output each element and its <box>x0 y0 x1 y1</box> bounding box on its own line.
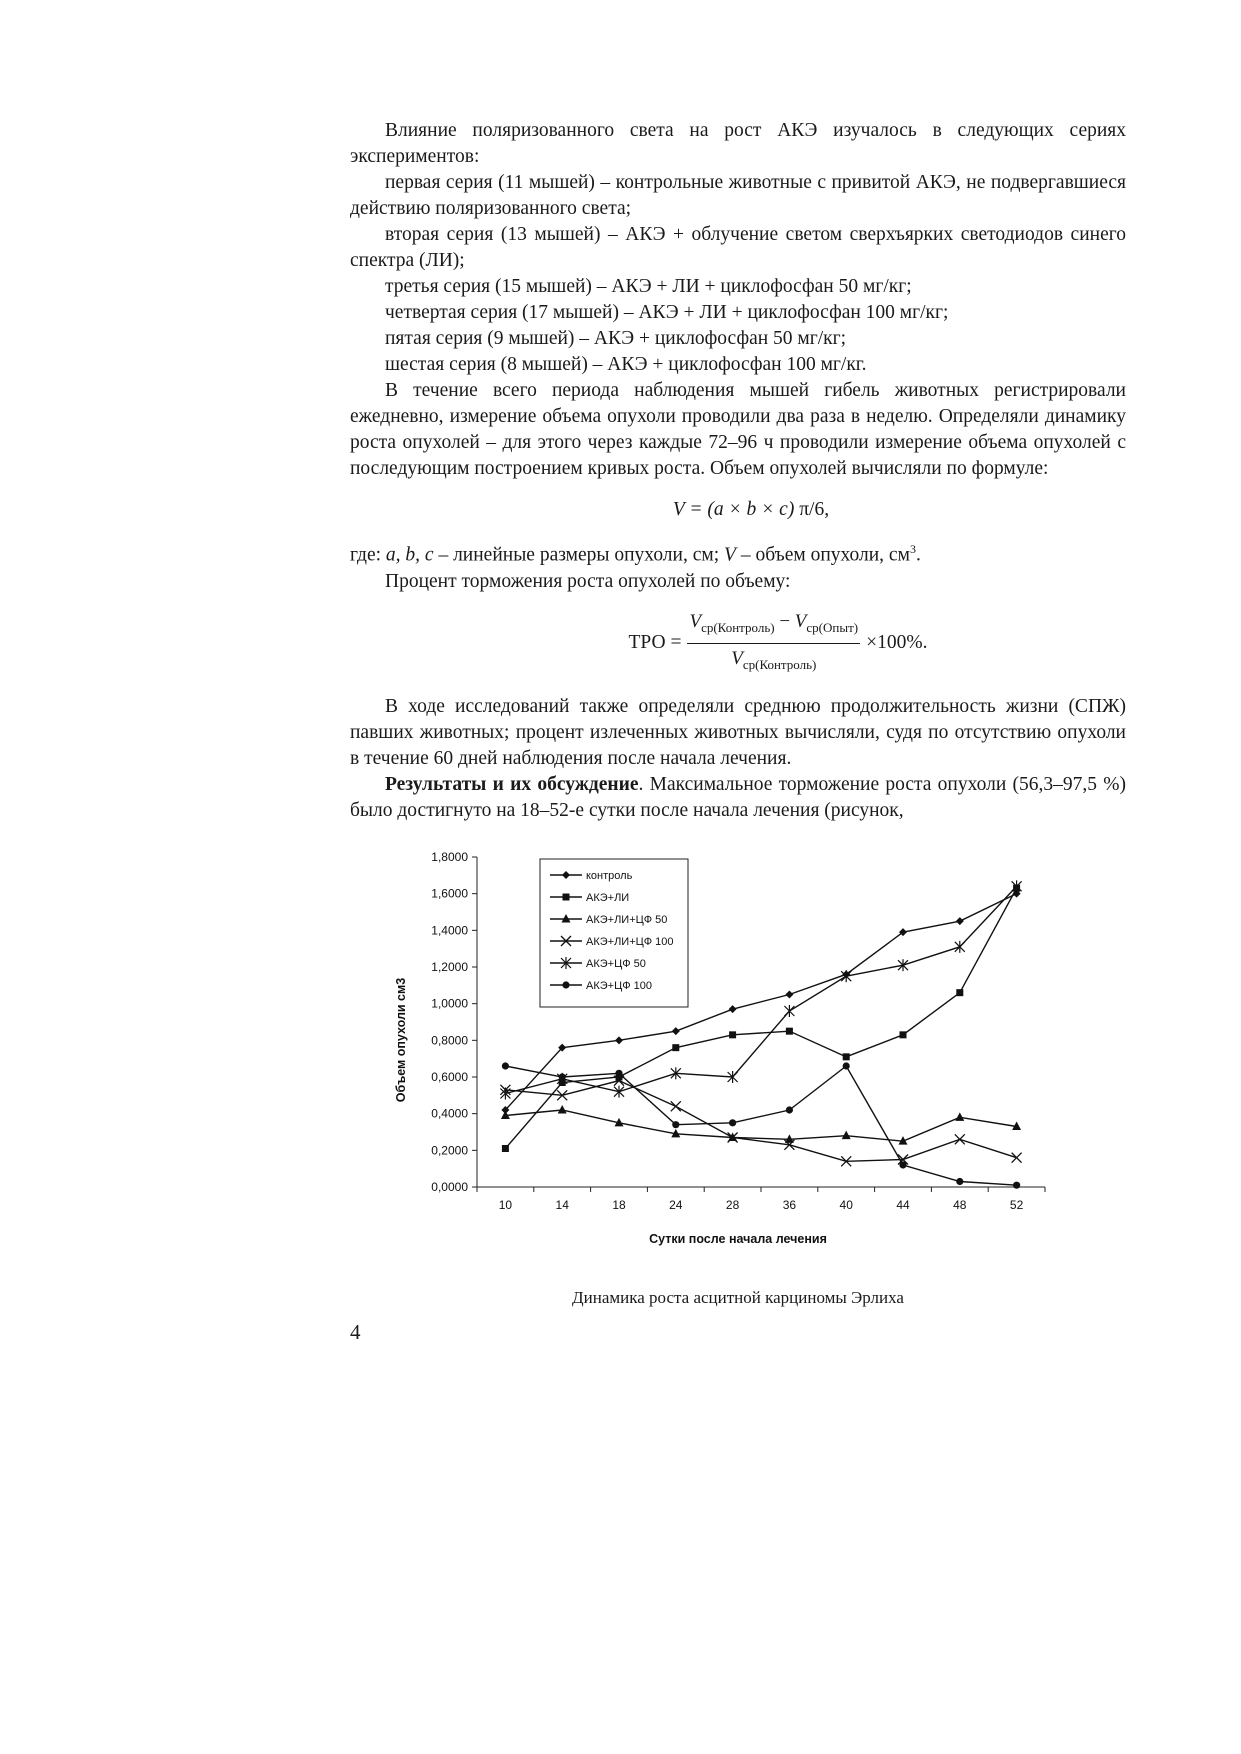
series-3: третья серия (15 мышей) – АКЭ + ЛИ + циклофосфан 50 мг/кг; <box>385 276 912 297</box>
data-point <box>786 1106 793 1113</box>
legend-label: АКЭ+ЛИ+ЦФ 100 <box>586 936 674 948</box>
legend-vars: a, b, c <box>385 544 434 566</box>
data-point <box>729 1031 736 1038</box>
legend-part-4: . <box>915 544 921 566</box>
data-point <box>729 1119 736 1126</box>
x-axis-label: Сутки после начала лечения <box>649 1232 827 1246</box>
data-point <box>786 1028 793 1035</box>
data-point <box>672 1027 680 1035</box>
y-tick-label: 1,0000 <box>431 996 468 1011</box>
data-point <box>843 1062 850 1069</box>
data-point <box>672 1044 679 1051</box>
data-point <box>785 991 793 999</box>
tro-fraction <box>687 609 860 678</box>
y-axis-label: Объем опухоли см3 <box>394 977 408 1103</box>
page-number: 4 <box>350 1320 361 1344</box>
data-point <box>955 1112 964 1121</box>
legend-part-2: – линейные размеры опухоли, см; <box>433 544 725 566</box>
legend-label: АКЭ+ЛИ <box>586 892 630 904</box>
tro-denominator <box>731 644 816 678</box>
tro-formula <box>430 609 1126 678</box>
legend-part-1: где: <box>350 544 386 566</box>
y-tick-label: 1,4000 <box>431 923 468 938</box>
data-point <box>1012 1153 1022 1163</box>
tro-minus: − <box>774 610 795 632</box>
data-point <box>955 941 965 953</box>
data-point <box>956 989 963 996</box>
tro-v-1: V <box>689 610 702 632</box>
series-1: первая серия (11 мышей) – контрольные животные с привитой АКЭ, не подвергавшиеся действию поляризованного света; <box>350 172 1126 219</box>
data-point <box>615 1070 622 1077</box>
legend-marker <box>563 894 570 901</box>
results-text: . Максимальное торможение роста опухоли (56,3–97,5 %) было достигнуто на 18–52-е сутки после начала лечения (рисунок, <box>350 773 1126 821</box>
series-line <box>505 1081 1016 1162</box>
y-tick-label: 0,4000 <box>431 1106 468 1121</box>
series-3 <box>501 1105 1021 1145</box>
legend-part-3: – объем опухоли, см <box>735 544 910 566</box>
data-point <box>842 1131 851 1140</box>
tro-sub-2: ср(Опыт) <box>806 619 859 635</box>
series-line <box>505 1110 1016 1141</box>
volume-formula-left: V = (a × b × c) <box>672 499 800 520</box>
data-point <box>956 917 964 925</box>
tro-v-2: V <box>794 610 807 632</box>
series-4: четвертая серия (17 мышей) – АКЭ + ЛИ + циклофосфан 100 мг/кг; <box>385 302 949 323</box>
y-tick-label: 0,2000 <box>431 1143 468 1158</box>
x-tick-label: 36 <box>782 1198 797 1212</box>
paragraph-survival: В ходе исследований также определяли среднюю продолжительность жизни (СПЖ) павших животных; процент излеченных животных вычисляли, судя по отсутствию опухоли в течение 60 дней наблюдения после начала лечения. <box>350 695 1126 769</box>
legend-label: АКЭ+ЛИ+ЦФ 50 <box>586 914 668 926</box>
tumor-growth-chart <box>390 845 1080 1265</box>
figure-caption: Динамика роста асцитной карциномы Эрлиха <box>572 1288 904 1307</box>
legend-label: АКЭ+ЦФ 50 <box>586 958 646 970</box>
data-point <box>502 1145 509 1152</box>
x-tick-label: 44 <box>896 1198 910 1212</box>
x-tick-label: 40 <box>839 1198 853 1212</box>
y-tick-label: 1,6000 <box>431 886 468 901</box>
tro-times: ×100%. <box>866 632 928 653</box>
paragraph-methods: В течение всего периода наблюдения мышей гибель животных регистрировали ежедневно, измерение объема опухоли проводили два раза в неделю. Определяли динамику роста опухолей – для этого через каждые 72–96 ч проводили измерение объема опухолей с последующим построением кривых роста. Объем опухолей вычисляли по формуле: <box>350 380 1126 479</box>
x-tick-label: 10 <box>498 1198 513 1212</box>
y-tick-label: 0,8000 <box>431 1033 468 1048</box>
formula-legend <box>350 536 1126 569</box>
data-point <box>559 1073 566 1080</box>
x-tick-label: 28 <box>725 1198 740 1212</box>
data-point <box>615 1036 623 1044</box>
data-point <box>671 1101 681 1111</box>
y-tick-label: 0,0000 <box>431 1180 468 1194</box>
data-point <box>956 1178 963 1185</box>
data-point <box>843 1053 850 1060</box>
tro-label: ТРО = <box>628 632 682 653</box>
tro-numerator <box>687 609 860 644</box>
x-tick-label: 14 <box>555 1198 569 1212</box>
legend-marker <box>562 981 569 988</box>
volume-formula-right: π/6, <box>799 499 830 520</box>
legend-v: V <box>724 544 736 566</box>
series-6: шестая серия (8 мышей) – АКЭ + циклофосфан 100 мг/кг. <box>385 354 867 375</box>
x-tick-label: 48 <box>953 1198 967 1212</box>
data-point <box>502 1062 509 1069</box>
y-tick-label: 1,8000 <box>431 850 468 864</box>
x-tick-label: 18 <box>612 1198 626 1212</box>
data-point <box>955 1134 965 1144</box>
y-tick-label: 1,2000 <box>431 960 468 974</box>
body-text <box>350 118 1126 824</box>
data-point <box>614 1086 624 1098</box>
legend-label: контроль <box>586 870 633 882</box>
data-point <box>1013 1182 1020 1189</box>
paragraph-tro-intro: Процент торможения роста опухолей по объему: <box>385 570 791 592</box>
volume-formula <box>376 497 1126 523</box>
series-2: вторая серия (13 мышей) – АКЭ + облучение светом сверхъярких светодиодов синего спектра (ЛИ); <box>350 224 1126 271</box>
legend-sup: 3 <box>909 542 916 556</box>
paragraph-results <box>350 772 1126 824</box>
tro-sub-3: ср(Контроль) <box>742 656 817 672</box>
x-tick-label: 52 <box>1009 1198 1024 1212</box>
legend-label: АКЭ+ЦФ 100 <box>586 980 652 992</box>
data-point <box>899 1161 906 1168</box>
series-5: пятая серия (9 мышей) – АКЭ + циклофосфан 50 мг/кг; <box>385 328 847 349</box>
data-point <box>672 1121 679 1128</box>
data-point <box>729 1005 737 1013</box>
data-point <box>784 1005 794 1017</box>
paragraph-1: Влияние поляризованного света на рост АКЭ изучалось в следующих сериях экспериментов: <box>350 120 1126 167</box>
tro-v-3: V <box>731 647 743 669</box>
data-point <box>558 1105 567 1114</box>
series-4 <box>500 1076 1021 1167</box>
x-tick-label: 24 <box>669 1198 683 1212</box>
data-point <box>900 1031 907 1038</box>
y-tick-label: 0,6000 <box>431 1070 468 1084</box>
results-heading: Результаты и их обсуждение <box>385 773 639 795</box>
tro-sub-1: ср(Контроль) <box>701 619 775 635</box>
